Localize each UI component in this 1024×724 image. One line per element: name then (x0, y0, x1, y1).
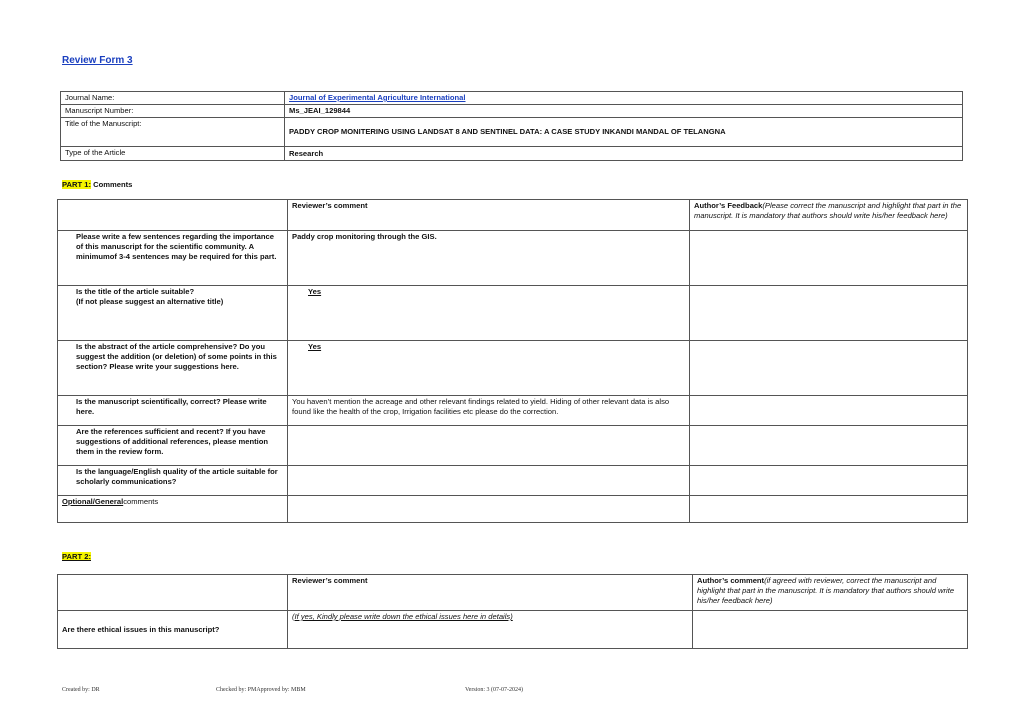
author-feedback[interactable] (690, 466, 968, 496)
reviewer-comment[interactable] (288, 496, 690, 523)
reviewer-comment[interactable]: Yes (308, 287, 322, 296)
form-title-link[interactable]: Review Form 3 (62, 55, 133, 66)
journal-label: Journal Name: (61, 92, 285, 105)
part2-table (57, 574, 968, 649)
title-value: PADDY CROP MONITERING USING LANDSAT 8 AND SENTINEL DATA: A CASE STUDY INKANDI MANDAL OF TELANGNA (285, 118, 963, 147)
author-note: (if agreed with reviewer, correct the manuscript and highlight that part in the manuscript. It is mandatory that authors should write his/her feedback here) (697, 576, 955, 605)
author-header: Author’s comment (697, 576, 765, 585)
ethics-question: Are there ethical issues in this manuscript? (58, 611, 288, 649)
journal-link[interactable]: Journal of Experimental Agriculture International (289, 93, 466, 102)
author-feedback[interactable] (690, 341, 968, 396)
part1-heading (62, 180, 132, 189)
reviewer-comment[interactable]: You haven’t mention the acreage and other relevant findings related to yield. Hiding of other relevant data is also found like the health of the crop, Irrigation facilities etc please do the correction. (288, 396, 690, 426)
reviewer-header: Reviewer’s comment (288, 575, 693, 611)
author-feedback[interactable] (690, 426, 968, 466)
part2-label: PART 2: (62, 552, 91, 561)
reviewer-comment[interactable] (288, 466, 690, 496)
part1-table (57, 199, 968, 523)
reviewer-comment[interactable]: Paddy crop monitoring through the GIS. (288, 231, 690, 286)
type-value: Research (285, 147, 963, 161)
title-label: Title of the Manuscript: (61, 118, 285, 147)
ethics-author-comment[interactable] (693, 611, 968, 649)
reviewer-comment[interactable] (288, 426, 690, 466)
optional-label: Optional/General (62, 497, 124, 506)
manuscript-info-table (60, 91, 963, 161)
author-feedback[interactable] (690, 396, 968, 426)
reviewer-comment[interactable]: Yes (308, 342, 322, 351)
author-header: Author’s Feedback (694, 201, 763, 210)
ms-label: Manuscript Number: (61, 105, 285, 118)
question: Please write a few sentences regarding the importance of this manuscript for the scientific community. A minimumof 3-4 sentences may be required for this part. (58, 231, 288, 286)
ethics-reviewer-comment[interactable]: (If yes, Kindly please write down the ethical issues here in details) (288, 611, 693, 649)
part1-label: PART 1: (62, 180, 91, 189)
question: Is the title of the article suitable? (If not please suggest an alternative title) (58, 286, 288, 341)
question: Is the abstract of the article comprehensive? Do you suggest the addition (or deletion) of some points in this section? Please write your suggestions here. (58, 341, 288, 396)
footer-checked: Checked by: PMApproved by: MBM (216, 687, 306, 693)
author-feedback[interactable] (690, 496, 968, 523)
ms-value: Ms_JEAI_129844 (285, 105, 963, 118)
optional-suffix: comments (123, 497, 159, 506)
footer-created: Created by: DR (62, 687, 100, 693)
question: Is the manuscript scientifically, correct? Please write here. (58, 396, 288, 426)
part1-suffix: Comments (90, 180, 133, 189)
author-feedback[interactable] (690, 231, 968, 286)
author-note: (Please correct the manuscript and highlight that part in the manuscript. It is mandatory that authors should write his/her feedback here) (694, 201, 962, 220)
author-feedback[interactable] (690, 286, 968, 341)
question: Is the language/English quality of the article suitable for scholarly communications? (58, 466, 288, 496)
type-label: Type of the Article (61, 147, 285, 161)
footer-version: Version: 3 (07-07-2024) (465, 687, 523, 693)
question: Are the references sufficient and recent? If you have suggestions of additional references, please mention them in the review form. (58, 426, 288, 466)
reviewer-header: Reviewer’s comment (288, 200, 690, 231)
form-title[interactable] (62, 55, 133, 66)
